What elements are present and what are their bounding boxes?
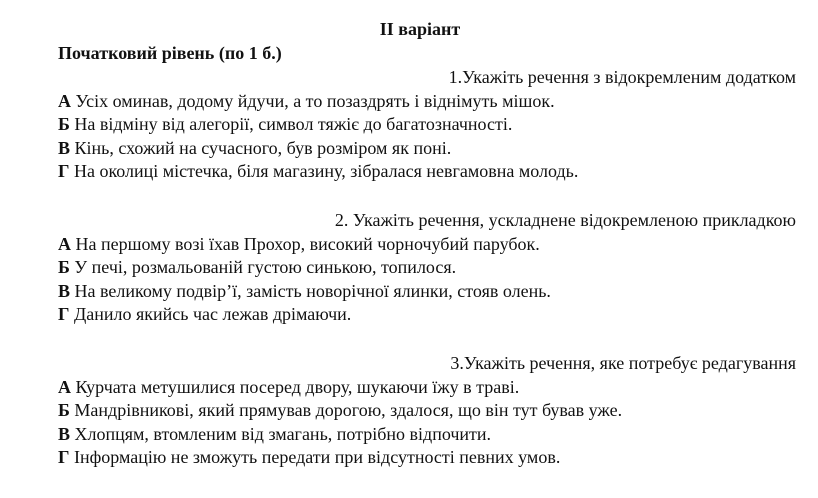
option-a — [58, 90, 796, 114]
option-letter: Б — [58, 114, 70, 134]
option-text: Мандрівникові, який прямував дорогою, здалося, що він тут бував уже. — [74, 400, 623, 420]
question-3-prompt: 3.Укажіть речення, яке потребує редагування — [450, 353, 796, 373]
option-text: Кінь, схожий на сучасного, був розміром як поні. — [74, 137, 452, 158]
option-a — [58, 233, 796, 257]
option-text: Інформацію не зможуть передати при відсутності певних умов. — [73, 447, 561, 467]
option-letter: В — [58, 280, 71, 301]
question-1-options — [58, 90, 796, 184]
option-text: У печі, розмальованій густою синькою, топилося. — [74, 257, 457, 277]
option-text: На околиці містечка, біля магазину, зібралася невгамовна молодь. — [73, 161, 579, 181]
option-text: На першому возі їхав Прохор, високий чорночубий парубок. — [75, 233, 540, 254]
level-title: Початковий рівень (по 1 б.) — [58, 43, 282, 63]
option-b — [58, 399, 796, 423]
option-text: Хлопцям, втомленим від змагань, потрібно відпочити. — [74, 423, 492, 444]
question-1-prompt: 1.Укажіть речення з відокремленим додатком — [448, 67, 796, 87]
option-v — [58, 423, 796, 447]
option-letter: Г — [58, 304, 70, 324]
option-h — [58, 446, 796, 470]
variant-title: II варіант — [379, 19, 461, 39]
question-2-prompt: 2. Укажіть речення, ускладнене відокремленою прикладкою — [334, 210, 796, 230]
option-text: Усіх оминав, додому йдучи, а то позаздрять і віднімуть мішок. — [75, 90, 555, 111]
option-a — [58, 376, 796, 400]
option-text: Курчата метушилися посеред двору, шукаючи їжу в траві. — [75, 376, 520, 397]
question-3 — [58, 352, 796, 470]
question-2 — [58, 209, 796, 327]
option-text: На відміну від алегорії, символ тяжіє до багатозначності. — [74, 114, 513, 134]
option-letter: В — [58, 137, 71, 158]
option-b — [58, 256, 796, 280]
option-letter: А — [58, 90, 71, 111]
option-letter: Г — [58, 161, 70, 181]
option-letter: Г — [58, 447, 70, 467]
option-letter: А — [58, 233, 71, 254]
question-2-options — [58, 233, 796, 327]
option-h — [58, 160, 796, 184]
option-text: Данило якийсь час лежав дрімаючи. — [73, 304, 352, 324]
option-v — [58, 280, 796, 304]
option-b — [58, 113, 796, 137]
option-letter: А — [58, 376, 71, 397]
option-letter: Б — [58, 400, 70, 420]
option-h — [58, 303, 796, 327]
option-v — [58, 137, 796, 161]
option-letter: В — [58, 423, 71, 444]
option-letter: Б — [58, 257, 70, 277]
question-1 — [58, 66, 796, 184]
question-3-options — [58, 376, 796, 470]
option-text: На великому подвір’ї, замість новорічної ялинки, стояв олень. — [74, 280, 551, 301]
